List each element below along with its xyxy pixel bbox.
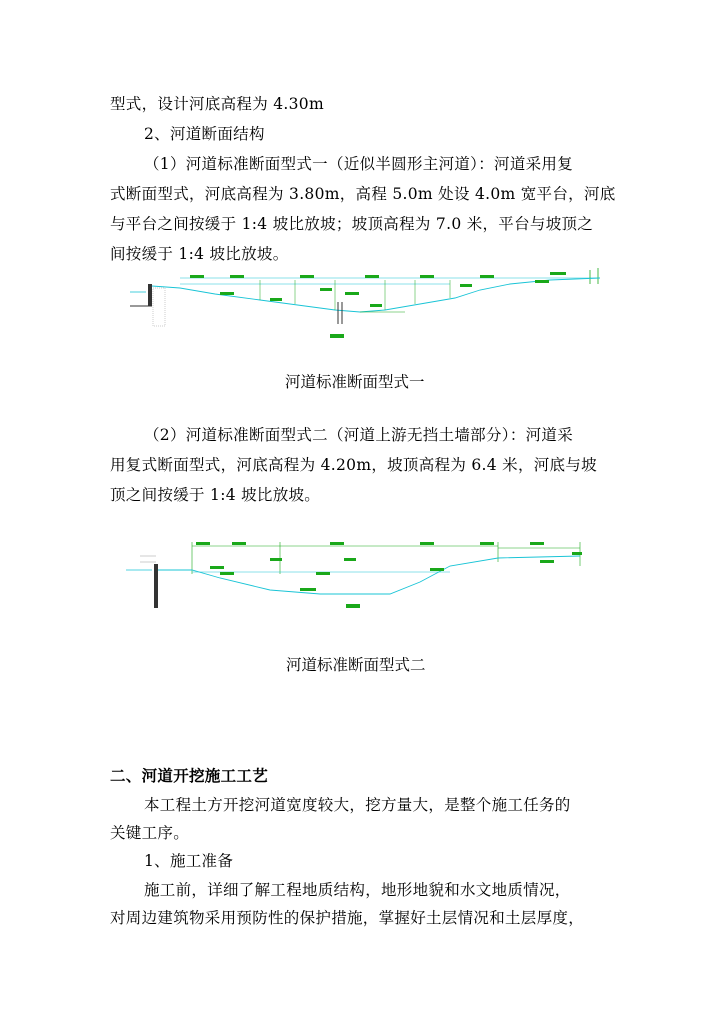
retaining-wall [154, 564, 158, 608]
cross-section-drawing-1 [120, 262, 610, 352]
retaining-wall [148, 284, 152, 306]
cross-section-drawing-2 [120, 538, 600, 620]
subheading-preparation: 1、施工准备 [144, 852, 234, 870]
chapter-heading: 二、河道开挖施工工艺 [110, 767, 269, 785]
body-line-3: （1）河道标准断面型式一（近似半圆形主河道）：河道采用复 [144, 155, 574, 173]
section2-line-2: 用复式断面型式，河底高程为 4.20m，坡顶高程为 6.4 米，河底与坡 [110, 456, 597, 474]
body-line-6: 间按缓于 1:4 坡比放坡。 [110, 245, 289, 263]
figure-1-caption: 河道标准断面型式一 [285, 373, 425, 391]
body-line-1: 型式，设计河底高程为 4.30m [110, 95, 324, 113]
chapter-line-4: 施工前，详细了解工程地质结构，地形地貌和水文地质情况， [144, 881, 571, 899]
section2-line-1: （2）河道标准断面型式二（河道上游无挡土墙部分）：河道采 [144, 426, 574, 444]
chapter-line-2: 关键工序。 [110, 824, 190, 842]
chapter-line-1: 本工程土方开挖河道宽度较大，挖方量大，是整个施工任务的 [144, 796, 571, 814]
body-line-4: 式断面型式，河底高程为 3.80m，高程 5.0m 处设 4.0m 宽平台，河底 [110, 185, 616, 203]
section2-line-3: 顶之间按缓于 1:4 坡比放坡。 [110, 486, 321, 504]
body-line-5: 与平台之间按缓于 1:4 坡比放坡；坡顶高程为 7.0 米，平台与坡顶之 [110, 215, 594, 233]
chapter-line-5: 对周边建筑物采用预防性的保护措施，掌握好土层情况和土层厚度， [110, 909, 585, 927]
subheading-river-section: 2、河道断面结构 [144, 125, 265, 143]
figure-2-caption: 河道标准断面型式二 [286, 656, 426, 674]
